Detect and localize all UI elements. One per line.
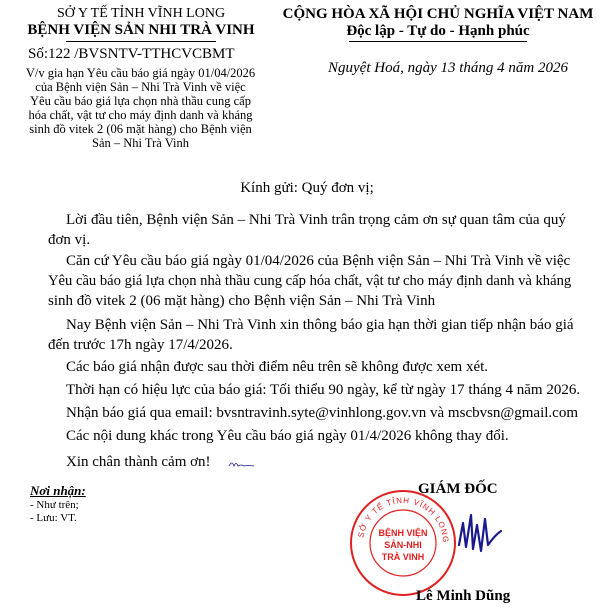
handwritten-signature: [455, 505, 505, 560]
official-stamp: [348, 488, 458, 598]
paragraph-greeting: [48, 210, 593, 250]
subject-line: Sản – Nhi Trà Vinh: [92, 136, 189, 150]
recipients-block: [30, 483, 230, 525]
paragraph-line: Lời đầu tiên, Bệnh viện Sản – Nhi Trà Vinh trân trọng cảm ơn sự quan tâm của quý: [66, 212, 566, 228]
paragraph-basis: [48, 251, 593, 311]
paragraph-unchanged: [48, 426, 593, 446]
subject-line: Yêu cầu báo giá lựa chọn nhà thầu cung cấp: [30, 94, 251, 108]
department-name: SỞ Y TẾ TỈNH VĨNH LONG: [56, 6, 226, 21]
signer-name: Lê Minh Dũng: [416, 588, 511, 604]
paragraph-line: Xin chân thành cảm ơn!: [66, 454, 211, 470]
subject-line: sinh đồ vitek 2 (06 mặt hàng) cho Bệnh viện: [29, 122, 252, 136]
paragraph-line: Nhận báo giá qua email: bvsntravinh.syte@vinhlong.gov.vn và mscbvsn@gmail.com: [66, 405, 578, 421]
salutation: Kính gửi: Quý đơn vị;: [240, 180, 374, 196]
stamp-line-2: SẢN-NHI: [384, 540, 422, 550]
paragraph-line: Yêu cầu báo giá lựa chọn nhà thầu cung cấp hóa chất, vật tư cho máy định danh và kháng: [48, 273, 572, 289]
paragraph-extension: [48, 315, 593, 355]
recipient-item: - Lưu: VT.: [30, 512, 77, 524]
hospital-name: BỆNH VIỆN SẢN NHI TRÀ VINH: [27, 22, 255, 38]
paragraph-line: sinh đồ vitek 2 (06 mặt hàng) cho Bệnh viện Sản – Nhi Trà Vinh: [48, 293, 436, 309]
paragraph-email: [48, 403, 593, 423]
paragraph-line: Thời hạn có hiệu lực của báo giá: Tối thiểu 90 ngày, kể từ ngày 17 tháng 4 năm 2026.: [66, 382, 581, 398]
subject-line: V/v gia hạn Yêu cầu báo giá ngày 01/04/2026: [25, 66, 256, 80]
national-motto: Độc lập - Tự do - Hạnh phúc: [346, 23, 530, 39]
stamp-line-1: BỆNH VIỆN: [378, 528, 428, 538]
paragraph-thanks: [48, 452, 593, 472]
paragraph-line: Các báo giá nhận được sau thời điểm nêu trên sẽ không được xem xét.: [66, 359, 489, 375]
issuing-agency-header: [6, 6, 276, 42]
paragraph-line: Nay Bệnh viện Sản – Nhi Trà Vinh xin thông báo gia hạn thời gian tiếp nhận báo giá: [66, 317, 574, 333]
paragraph-line: Các nội dung khác trong Yêu cầu báo giá ngày 01/4/2026 không thay đổi.: [66, 428, 509, 444]
paragraph-line: Căn cứ Yêu cầu báo giá ngày 01/04/2026 của Bệnh viện Sản – Nhi Trà Vinh về việc: [66, 253, 571, 269]
recipient-item: - Như trên;: [30, 499, 79, 511]
nation-title: CỘNG HÒA XÃ HỘI CHỦ NGHĨA VIỆT NAM: [282, 6, 594, 22]
signer-position: GIÁM ĐỐC: [418, 481, 498, 497]
subject-line: của Bệnh viện Sản – Nhi Trà Vinh về việc: [35, 80, 246, 94]
initial-signature: [228, 458, 256, 470]
document-subject: [8, 66, 273, 150]
national-header: [268, 6, 608, 42]
recipients-title: Nơi nhận:: [30, 483, 86, 498]
subject-line: hóa chất, vật tư cho máy định danh và kháng: [28, 108, 253, 122]
document-date: Nguyệt Hoá, ngày 13 tháng 4 năm 2026: [328, 60, 568, 76]
motto-underline: [349, 41, 527, 42]
paragraph-validity: [48, 380, 593, 400]
stamp-line-3: TRÀ VINH: [381, 552, 425, 562]
paragraph-line: đến trước 17h ngày 17/4/2026.: [48, 337, 233, 353]
paragraph-line: đơn vị.: [48, 232, 91, 248]
stamp-ring-text: SỞ Y TẾ TỈNH VĨNH LONG: [356, 495, 451, 544]
paragraph-late-quotes: [48, 357, 593, 377]
header-underline: [66, 41, 216, 42]
document-number: Số:122 /BVSNTV-TTHCVCBMT: [28, 46, 235, 62]
